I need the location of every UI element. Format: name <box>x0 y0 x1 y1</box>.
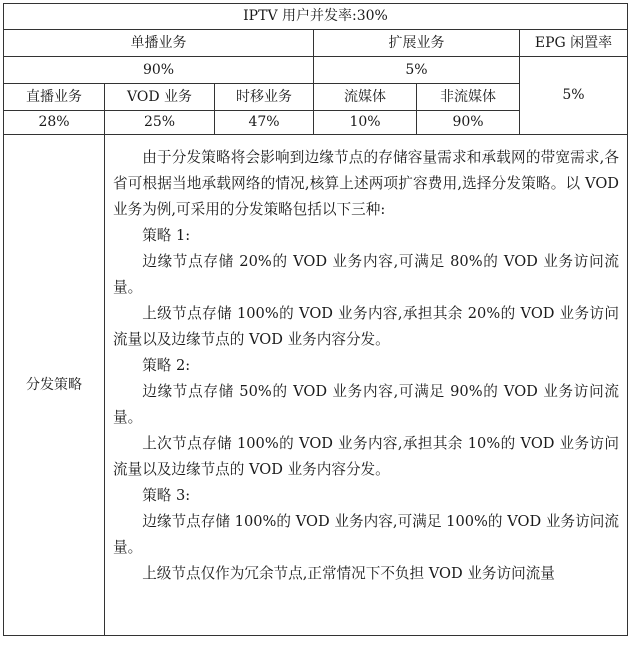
unicast-group-header: 单播业务 <box>4 30 314 57</box>
strategy-2-edge: 边缘节点存储 50%的 VOD 业务内容,可满足 90%的 VOD 业务访问流量。 <box>113 383 619 426</box>
iptv-spec-table <box>3 3 628 636</box>
live-service-value: 28% <box>4 111 105 135</box>
strategy-label: 分发策略 <box>4 135 105 636</box>
strategy-1-heading: 策略 1: <box>142 227 191 244</box>
epg-idle-header: EPG 闲置率 <box>520 30 628 57</box>
nonstreaming-label: 非流媒体 <box>417 84 520 111</box>
strategy-3-edge: 边缘节点存储 100%的 VOD 业务内容,可满足 100%的 VOD 业务访问流量。 <box>113 513 619 556</box>
extended-group-header: 扩展业务 <box>314 30 520 57</box>
vod-service-label: VOD 业务 <box>105 84 215 111</box>
strategy-3-upper: 上级节点仅作为冗余节点,正常情况下不负担 VOD 业务访问流量 <box>142 565 555 582</box>
strategy-2-heading: 策略 2: <box>142 357 191 374</box>
strategy-content <box>105 135 628 636</box>
unicast-share: 90% <box>4 57 314 84</box>
extended-share: 5% <box>314 57 520 84</box>
strategy-1-upper: 上级节点存储 100%的 VOD 业务内容,承担其余 20%的 VOD 业务访问流量以及边缘节点的 VOD 业务内容分发。 <box>113 305 619 348</box>
strategy-3-heading: 策略 3: <box>142 487 191 504</box>
epg-idle-value: 5% <box>520 57 628 135</box>
live-service-label: 直播业务 <box>4 84 105 111</box>
nonstreaming-value: 90% <box>417 111 520 135</box>
strategy-intro: 由于分发策略将会影响到边缘节点的存储容量需求和承载网的带宽需求,各省可根据当地承载网络的情况,核算上述两项扩容费用,选择分发策略。以 VOD 业务为例,可采用的分发策略包括以下三种: <box>113 149 619 218</box>
strategy-2-upper: 上次节点存储 100%的 VOD 业务内容,承担其余 10%的 VOD 业务访问流量以及边缘节点的 VOD 业务内容分发。 <box>113 435 619 478</box>
timeshift-service-value: 47% <box>215 111 314 135</box>
streaming-value: 10% <box>314 111 417 135</box>
strategy-1-edge: 边缘节点存储 20%的 VOD 业务内容,可满足 80%的 VOD 业务访问流量。 <box>113 253 619 296</box>
streaming-label: 流媒体 <box>314 84 417 111</box>
timeshift-service-label: 时移业务 <box>215 84 314 111</box>
vod-service-value: 25% <box>105 111 215 135</box>
concurrency-rate: IPTV 用户并发率:30% <box>4 4 628 30</box>
